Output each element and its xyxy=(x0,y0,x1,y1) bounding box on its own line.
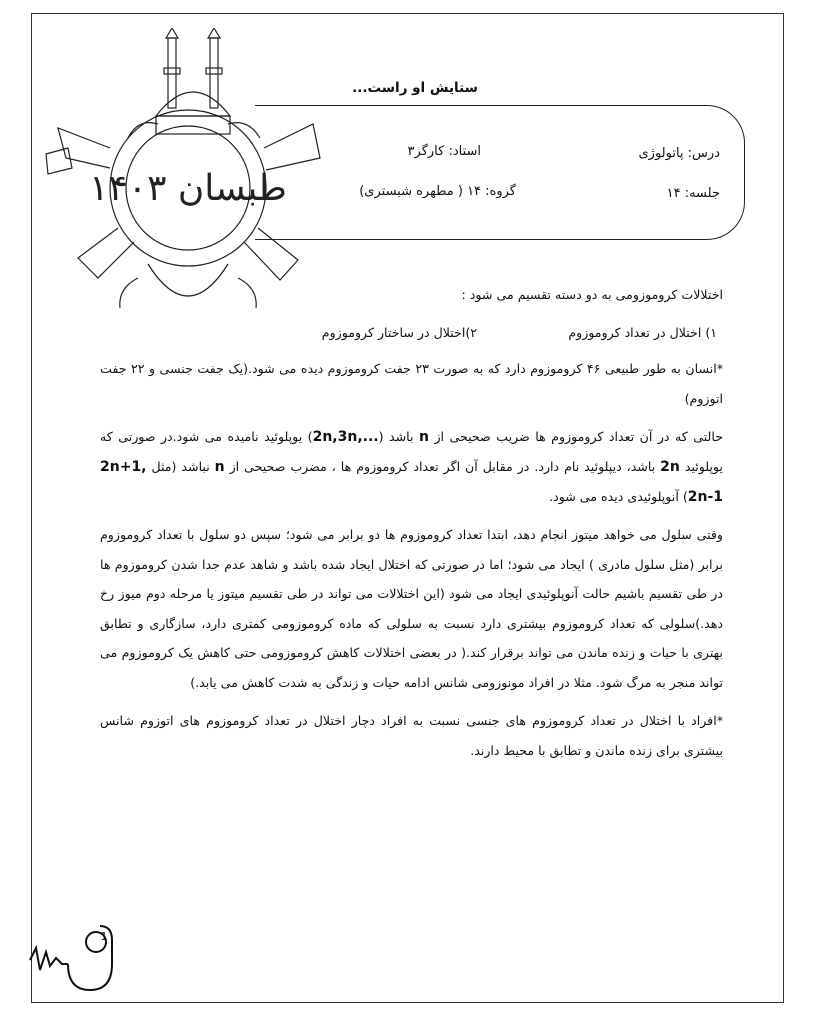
symbol-euploid-series: 2n,3n,... xyxy=(312,429,379,445)
text-segment: باشد، دیپلوئید نام دارد. در مقابل آن اگر تعداد کروموزوم ها ، مضرب صحیحی از xyxy=(229,459,656,474)
text-segment: باشد ( xyxy=(378,429,414,444)
text-segment: ) یوپلوئید نامیده می شود.در صورتی که یوپلوئید xyxy=(100,429,723,474)
group-label: گروه: ۱۴ ( مطهره شبستری) xyxy=(359,184,516,199)
text-segment: نباشد (مثل xyxy=(151,459,210,474)
list-item: ۱) اختلال در تعداد کروموزوم xyxy=(568,325,717,340)
symbol-n: n xyxy=(214,459,225,475)
text-segment: حالتی که در آن تعداد کروموزوم ها ضریب صحیحی از xyxy=(434,429,723,444)
intro-text: اختلالات کروموزومی به دو دسته تقسیم می شود : xyxy=(461,287,723,302)
symbol-n: n xyxy=(418,429,429,445)
emblem-logo-text: طبسان ۱۴۰۳ xyxy=(89,168,287,209)
header-box xyxy=(255,105,745,240)
page-number: 1 xyxy=(100,930,108,943)
paragraph-normal-karyotype: *انسان به طور طبیعی ۴۶ کروموزوم دارد که به صورت ۲۳ جفت کروموزوم دیده می شود.(یک جفت جنسی و ۲۲ جفت اتوزوم) xyxy=(100,361,724,406)
session-label: جلسه: ۱۴ xyxy=(666,186,720,201)
paragraph-sex-chromosomes: *افراد با اختلال در تعداد کروموزوم های جنسی نسبت به افراد دچار اختلال در تعداد کروموزوم های اتوزوم شانس بیشتری برای زنده ماندن و تطابق با محیط دارند. xyxy=(100,712,723,758)
symbol-aneuploid-series: 2n+1, 2n-1 xyxy=(100,459,723,505)
text-segment: ) آنوپلوئیدی دیده می شود. xyxy=(549,489,688,504)
paragraph-euploidy xyxy=(100,422,723,512)
symbol-2n: 2n xyxy=(660,459,680,475)
list-item: ۲)اختلال در ساختار کروموزوم xyxy=(321,325,477,340)
document-body xyxy=(100,280,723,774)
page-title: ستایش او راست... xyxy=(352,80,478,96)
paragraph-mitosis: وقتی سلول می خواهد میتوز انجام دهد، ابتدا تعداد کروموزوم ها دو برابر می شود؛ سپس دو سلول با تعداد کروموزوم برابر (مثل سلول مادری ) ایجاد می شود؛ اما در صورتی که اختلال ایجاد شده باشد و شاهد عدم جدا شدن کروموزوم ها در طی تقسیم باشیم حالت آنوپلوئیدی ایجاد می شود (این اختلالات می تواند در طی تقسیم میتوز یا مرحله دوم میوز رخ دهد.)سلولی که تعداد کروموزوم بیشتری دارد نسبت به سلولی که ماده کروموزومی کمتری دارد، سازگاری و تطابق بهتری با حیات و زنده ماندن می تواند برقرار کند.( در بعضی اختلالات کاهش کروموزومی حتی کاهش یک کروموزوم می تواند منجر به مرگ شود. مثلا در افراد مونوزومی شانس ادامه حیات و زندگی به شدت کاهش می یابد.) xyxy=(100,527,723,690)
category-list xyxy=(100,318,723,348)
stethoscope-icon xyxy=(28,920,138,1000)
course-label: درس: پاتولوژی xyxy=(638,146,720,161)
teacher-label: استاد: کارگر۳ xyxy=(407,144,481,159)
